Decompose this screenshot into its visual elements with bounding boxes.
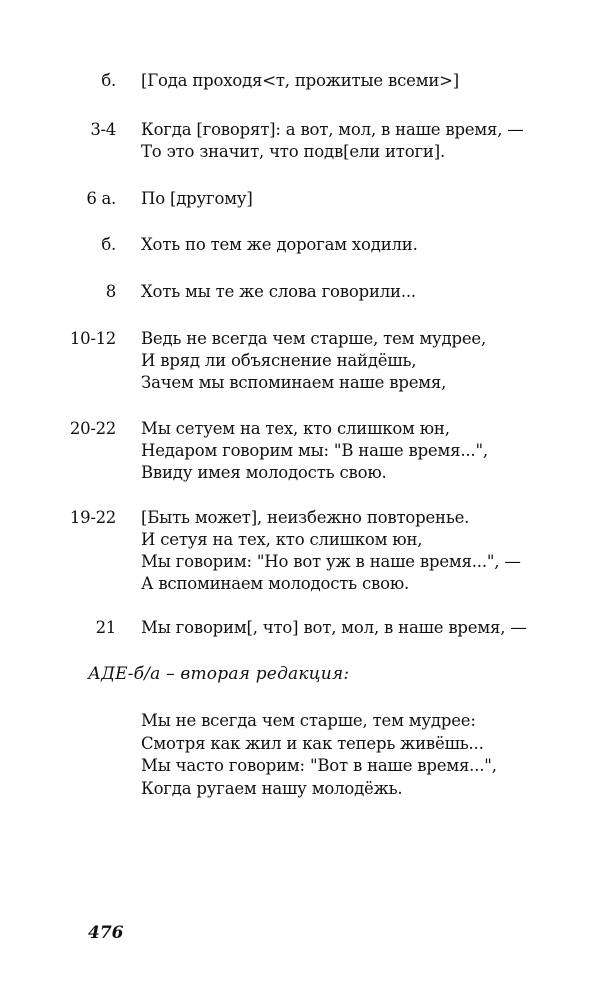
variant-text (141, 418, 581, 484)
line-number: б. (101, 71, 116, 90)
verse-line: [Быть может], неизбежно повторенье. (141, 508, 470, 527)
verse-line: По [другому] (141, 189, 253, 208)
verse-line: Зачем мы вспоминаем наше время, (141, 373, 447, 392)
line-number: 10-12 (69, 329, 116, 348)
verse-line: Хоть по тем же дорогам ходили. (141, 235, 418, 254)
variant-text (141, 188, 581, 210)
verse-line: Мы говорим: "Но вот уж в наше время...", — (141, 552, 521, 571)
variant-text (141, 617, 581, 639)
verse-line: Мы не всегда чем старше, тем мудрее: (141, 711, 476, 730)
line-number: 6 а. (86, 189, 116, 208)
verse-line: А вспоминаем молодость свою. (141, 574, 410, 593)
verse-line: Ввиду имея молодость свою. (141, 463, 387, 482)
verse-line: Ведь не всегда чем старше, тем мудрее, (141, 329, 486, 348)
verse-line: Когда ругаем нашу молодёжь. (141, 778, 403, 798)
variant-text (141, 507, 581, 595)
verse-line: То это значит, что подв[ели итоги]. (141, 142, 445, 161)
verse-line: Смотря как жил и как теперь живёшь... (141, 733, 484, 753)
page-number: 476 (88, 923, 124, 943)
variant-text (141, 281, 581, 303)
variant-text (141, 70, 581, 92)
line-number: 21 (95, 618, 116, 637)
second-edition-stanza (141, 710, 497, 800)
line-number: 3-4 (90, 120, 116, 139)
verse-line: Хоть мы те же слова говорили... (141, 282, 416, 301)
verse-line: Недаром говорим мы: "В наше время...", (141, 441, 488, 460)
verse-line: И сетуя на тех, кто слишком юн, (141, 530, 423, 549)
line-number: 20-22 (69, 419, 116, 438)
variant-text (141, 328, 581, 394)
line-number: 19-22 (69, 508, 116, 527)
variant-text (141, 119, 581, 163)
line-number: б. (101, 235, 116, 254)
verse-line: Когда [говорят]: а вот, мол, в наше время, — (141, 120, 524, 139)
verse-line: И вряд ли объяснение найдёшь, (141, 351, 417, 370)
variant-text (141, 234, 581, 256)
line-number: 8 (105, 282, 116, 301)
verse-line: Мы часто говорим: "Вот в наше время...", (141, 756, 497, 775)
verse-line: Мы говорим[, что] вот, мол, в наше время, — (141, 618, 527, 637)
verse-line: Мы сетуем на тех, кто слишком юн, (141, 419, 450, 438)
verse-line: [Года проходя<т, прожитые всеми>] (141, 71, 460, 90)
section-heading: АДЕ-б/а – вторая редакция: (88, 664, 350, 684)
